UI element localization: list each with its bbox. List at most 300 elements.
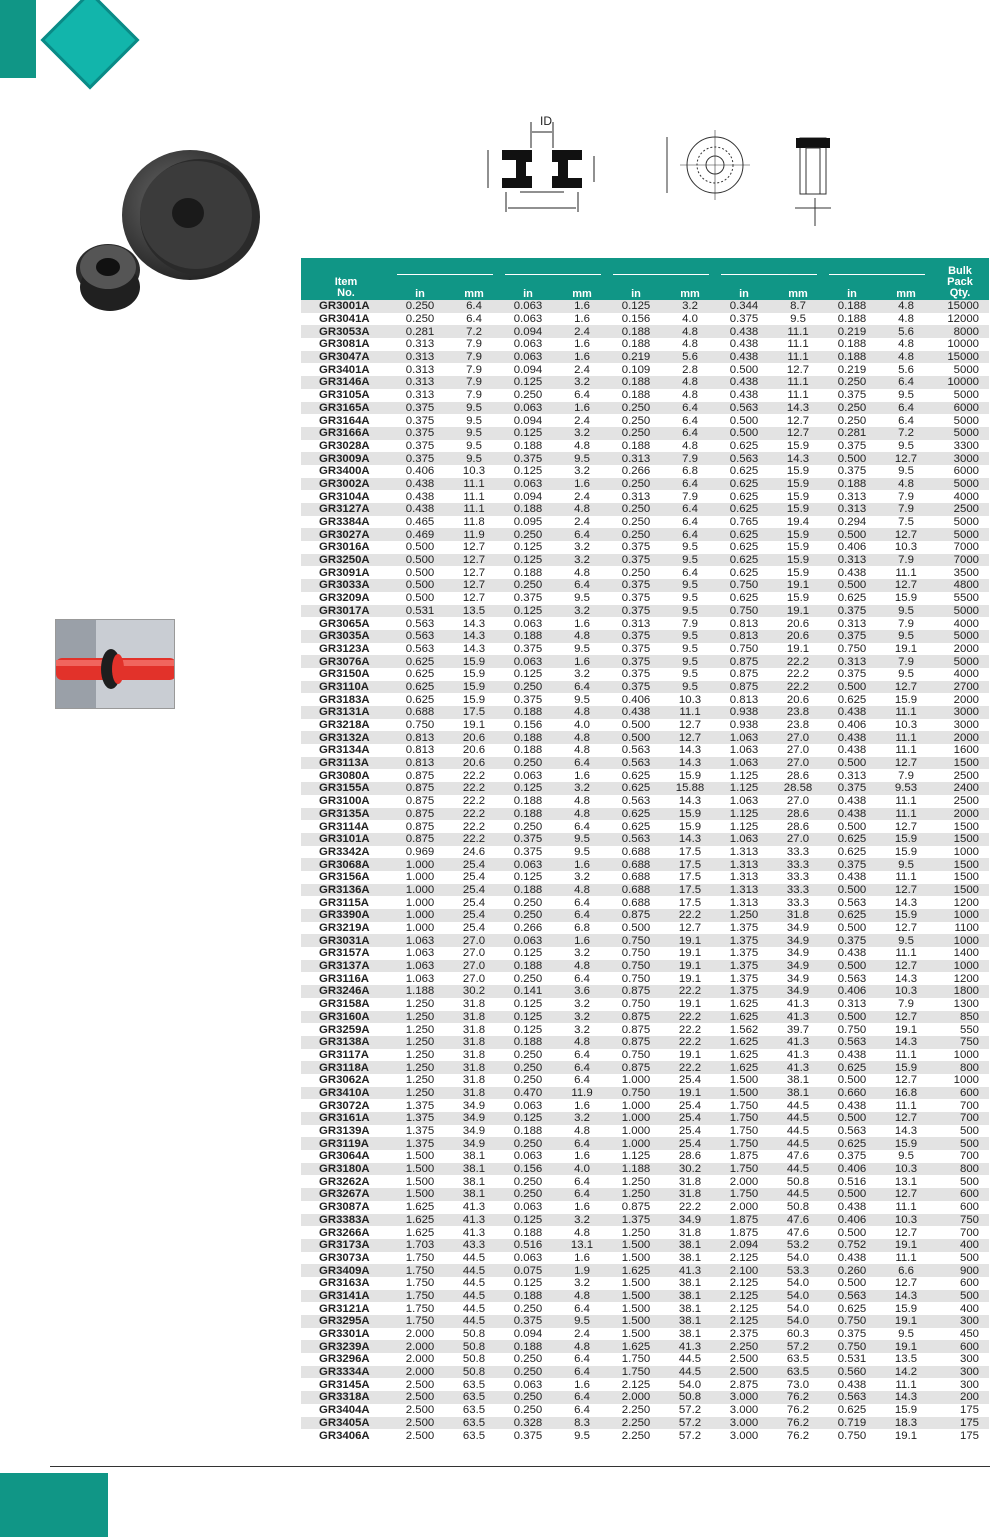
dimension-cell: 22.2 (665, 1023, 715, 1036)
dimension-cell: 0.250 (499, 1302, 557, 1315)
dimension-cell: 0.438 (823, 1252, 881, 1265)
dimension-cell: 54.0 (773, 1315, 823, 1328)
dimension-cell: 0.500 (823, 579, 881, 592)
table-row (301, 414, 989, 427)
dimension-cell: 2.125 (715, 1302, 773, 1315)
dimension-cell: 34.9 (665, 1214, 715, 1227)
item-number-cell: GR3406A (301, 1429, 391, 1442)
dimension-cell: 4.8 (881, 300, 931, 313)
dimension-cell: 12.7 (881, 1112, 931, 1125)
dimension-cell: 9.5 (881, 934, 931, 947)
dimension-cell: 1.6 (557, 617, 607, 630)
table-row (301, 769, 989, 782)
dimension-cell: 0.875 (391, 769, 449, 782)
dimension-cell: 27.0 (449, 960, 499, 973)
dimension-cell: 25.4 (665, 1125, 715, 1138)
dimension-cell: 0.313 (607, 490, 665, 503)
dimension-cell: 1.250 (391, 1074, 449, 1087)
dimension-cell: 0.294 (823, 516, 881, 529)
dimension-cell: 25.4 (449, 922, 499, 935)
dimension-cell: 4.8 (557, 808, 607, 821)
dimension-cell: 3.2 (557, 871, 607, 884)
dimension-cell: 10.3 (665, 693, 715, 706)
dimension-cell: 23.8 (773, 719, 823, 732)
table-row (301, 389, 989, 402)
dimension-cell: 1.063 (391, 972, 449, 985)
item-number-cell: GR3250A (301, 554, 391, 567)
dimension-cell: 38.1 (449, 1163, 499, 1176)
dimension-cell: 20.6 (449, 744, 499, 757)
dimension-cell: 0.250 (499, 972, 557, 985)
dimension-cell: 0.250 (391, 313, 449, 326)
dimension-cell: 0.560 (823, 1366, 881, 1379)
dimension-cell: 0.188 (499, 1290, 557, 1303)
dimension-cell: 50.8 (773, 1201, 823, 1214)
dimension-cell: 11.1 (881, 1252, 931, 1265)
bulk-qty-cell: 800 (931, 1163, 989, 1176)
table-row (301, 554, 989, 567)
table-row (301, 478, 989, 491)
dimension-cell: 0.500 (823, 1011, 881, 1024)
dimension-cell: 54.0 (773, 1290, 823, 1303)
dimension-cell: 54.0 (773, 1252, 823, 1265)
dimension-cell: 0.750 (823, 643, 881, 656)
dimension-cell: 25.4 (665, 1137, 715, 1150)
dimension-cell: 1.188 (391, 985, 449, 998)
dimension-cell: 41.3 (665, 1340, 715, 1353)
dimension-cell: 0.109 (607, 363, 665, 376)
item-number-cell: GR3115A (301, 896, 391, 909)
dimension-cell: 0.188 (823, 300, 881, 313)
dimension-cell: 0.125 (607, 300, 665, 313)
unit-header: in (715, 279, 773, 300)
dimension-cell: 7.2 (449, 325, 499, 338)
dimension-cell: 0.500 (715, 427, 773, 440)
dimension-cell: 2.4 (557, 516, 607, 529)
dimension-cell: 22.2 (449, 833, 499, 846)
dimension-cell: 9.5 (881, 440, 931, 453)
dimension-cell: 0.094 (499, 414, 557, 427)
dimension-cell: 1.6 (557, 338, 607, 351)
table-row (301, 1252, 989, 1265)
dimension-cell: 3.000 (715, 1391, 773, 1404)
dimension-cell: 12.7 (773, 414, 823, 427)
dimension-cell: 15.9 (773, 554, 823, 567)
dimension-cell: 0.500 (715, 363, 773, 376)
bulk-qty-cell: 450 (931, 1328, 989, 1341)
dimension-cell: 0.375 (823, 440, 881, 453)
item-number-cell: GR3384A (301, 516, 391, 529)
dimension-cell: 12.7 (881, 681, 931, 694)
bulk-qty-cell: 2000 (931, 643, 989, 656)
item-number-cell: GR3259A (301, 1023, 391, 1036)
dimension-cell: 47.6 (773, 1214, 823, 1227)
dimension-cell: 12.7 (881, 1188, 931, 1201)
dimension-cell: 0.250 (499, 896, 557, 909)
dimension-cell: 1.125 (607, 1150, 665, 1163)
table-row (301, 1366, 989, 1379)
dimension-cell: 1.875 (715, 1226, 773, 1239)
dimension-cell: 18.3 (881, 1417, 931, 1430)
dimension-cell: 19.1 (773, 579, 823, 592)
dimension-cell: 11.9 (557, 1087, 607, 1100)
dimension-cell: 34.9 (449, 1125, 499, 1138)
table-row (301, 490, 989, 503)
dimension-cell: 1.750 (715, 1163, 773, 1176)
table-row (301, 1315, 989, 1328)
dimension-cell: 9.5 (665, 655, 715, 668)
item-number-cell: GR3301A (301, 1328, 391, 1341)
dimension-cell: 0.500 (823, 922, 881, 935)
bulk-qty-cell: 300 (931, 1366, 989, 1379)
dimension-cell: 54.0 (773, 1277, 823, 1290)
dimension-cell: 15.9 (449, 693, 499, 706)
bulk-qty-cell: 1200 (931, 972, 989, 985)
dimension-cell: 1.500 (607, 1239, 665, 1252)
dimension-cell: 0.063 (499, 478, 557, 491)
dimension-cell: 12.7 (881, 820, 931, 833)
item-number-cell: GR3017A (301, 605, 391, 618)
item-number-cell: GR3218A (301, 719, 391, 732)
bulk-qty-cell: 400 (931, 1239, 989, 1252)
dimension-cell: 0.563 (607, 744, 665, 757)
dimension-cell: 0.313 (823, 769, 881, 782)
dimension-cell: 1.000 (607, 1074, 665, 1087)
grommet-photo (70, 145, 270, 330)
table-row (301, 655, 989, 668)
dimension-cell: 10.3 (881, 985, 931, 998)
dimension-cell: 31.8 (449, 1049, 499, 1062)
item-number-cell: GR3131A (301, 706, 391, 719)
dimension-cell: 28.58 (773, 782, 823, 795)
dimension-cell: 12.7 (665, 922, 715, 935)
dimension-cell: 2.125 (715, 1290, 773, 1303)
dimension-cell: 0.375 (391, 452, 449, 465)
dimension-cell: 0.188 (499, 630, 557, 643)
dimension-cell: 19.1 (881, 1429, 931, 1442)
dimension-cell: 0.188 (499, 440, 557, 453)
dimension-cell: 6.4 (881, 414, 931, 427)
dimension-cell: 0.750 (607, 1049, 665, 1062)
item-number-cell: GR3002A (301, 478, 391, 491)
dimension-cell: 1.250 (391, 1036, 449, 1049)
item-number-cell: GR3173A (301, 1239, 391, 1252)
dimension-cell: 2.4 (557, 1328, 607, 1341)
dimension-cell: 9.5 (665, 668, 715, 681)
bulk-qty-cell: 6000 (931, 402, 989, 415)
dimension-cell: 1.625 (715, 1036, 773, 1049)
dimension-cell: 0.188 (499, 1036, 557, 1049)
dimension-cell: 1.6 (557, 934, 607, 947)
dimension-cell: 0.500 (607, 719, 665, 732)
dimension-cell: 9.5 (557, 592, 607, 605)
dimension-cell: 0.063 (499, 351, 557, 364)
dimension-cell: 22.2 (773, 655, 823, 668)
table-row (301, 1328, 989, 1341)
dimension-cell: 0.500 (823, 528, 881, 541)
dimension-cell: 27.0 (773, 795, 823, 808)
dimension-cell: 14.3 (773, 452, 823, 465)
dimension-cell: 47.6 (773, 1150, 823, 1163)
dimension-cell: 1.250 (391, 998, 449, 1011)
dimension-cell: 31.8 (449, 1036, 499, 1049)
dimension-cell: 1.313 (715, 846, 773, 859)
dimension-cell: 5.6 (665, 351, 715, 364)
dimension-cell: 0.219 (823, 325, 881, 338)
dimension-cell: 2.100 (715, 1264, 773, 1277)
bulk-qty-cell: 5000 (931, 655, 989, 668)
dimension-cell: 38.1 (665, 1277, 715, 1290)
dimension-cell: 25.4 (665, 1099, 715, 1112)
dimension-cell: 3.000 (715, 1417, 773, 1430)
dimension-cell: 7.9 (449, 389, 499, 402)
dimension-cell: 1.625 (391, 1226, 449, 1239)
item-number-cell: GR3266A (301, 1226, 391, 1239)
dimension-cell: 0.375 (607, 643, 665, 656)
dimension-cell: 14.3 (881, 1125, 931, 1138)
dimension-cell: 43.3 (449, 1239, 499, 1252)
dimension-cell: 30.2 (449, 985, 499, 998)
dimension-cell: 0.752 (823, 1239, 881, 1252)
dimension-cell: 4.8 (557, 1125, 607, 1138)
dimension-cell: 6.4 (449, 313, 499, 326)
dimension-cell: 9.5 (665, 579, 715, 592)
dimension-cell: 6.4 (557, 972, 607, 985)
bulk-qty-cell: 2000 (931, 731, 989, 744)
dimension-cell: 2.500 (391, 1429, 449, 1442)
dimension-cell: 10.3 (449, 465, 499, 478)
dimension-cell: 9.5 (557, 452, 607, 465)
dimension-cell: 2.500 (715, 1366, 773, 1379)
dimension-cell: 1.000 (607, 1137, 665, 1150)
dimension-cell: 1.250 (607, 1188, 665, 1201)
dimension-cell: 0.250 (607, 503, 665, 516)
dimension-cell: 0.219 (823, 363, 881, 376)
dimension-cell: 34.9 (773, 960, 823, 973)
dimension-cell: 22.2 (665, 1036, 715, 1049)
dimension-cell: 0.266 (499, 922, 557, 935)
table-row (301, 1391, 989, 1404)
dimension-cell: 9.5 (665, 605, 715, 618)
item-number-cell: GR3110A (301, 681, 391, 694)
dimension-cell: 0.250 (499, 1175, 557, 1188)
dimension-cell: 12.7 (881, 452, 931, 465)
dimension-cell: 15.9 (449, 668, 499, 681)
dimension-cell: 38.1 (773, 1074, 823, 1087)
dimension-cell: 22.2 (773, 668, 823, 681)
dimension-cell: 0.125 (499, 1214, 557, 1227)
dimension-cell: 4.0 (557, 1163, 607, 1176)
dimension-cell: 15.9 (773, 503, 823, 516)
dimension-cell: 12.7 (449, 592, 499, 605)
dimension-cell: 10.3 (881, 541, 931, 554)
dimension-cell: 1.6 (557, 313, 607, 326)
dimension-cell: 57.2 (773, 1340, 823, 1353)
dimension-cell: 0.250 (607, 414, 665, 427)
dimension-cell: 27.0 (449, 947, 499, 960)
dimension-cell: 1.250 (391, 1011, 449, 1024)
bulk-qty-cell: 850 (931, 1011, 989, 1024)
dimension-cell: 41.3 (773, 998, 823, 1011)
bulk-qty-cell: 5000 (931, 414, 989, 427)
table-row (301, 338, 989, 351)
dimension-cell: 9.5 (557, 693, 607, 706)
dimension-cell: 44.5 (449, 1315, 499, 1328)
dimension-cell: 1.375 (715, 985, 773, 998)
dimension-cell: 22.2 (665, 985, 715, 998)
dimension-cell: 0.313 (391, 351, 449, 364)
dimension-cell: 12.7 (881, 1011, 931, 1024)
dimension-cell: 0.625 (391, 668, 449, 681)
dimension-cell: 39.7 (773, 1023, 823, 1036)
dimension-cell: 4.8 (557, 1226, 607, 1239)
dimension-cell: 44.5 (773, 1125, 823, 1138)
dimension-cell: 0.875 (607, 1036, 665, 1049)
table-row (301, 858, 989, 871)
dimension-cell: 31.8 (449, 1011, 499, 1024)
table-header-row (301, 258, 989, 279)
dimension-cell: 6.4 (557, 757, 607, 770)
dimension-cell: 22.2 (449, 769, 499, 782)
item-number-cell: GR3016A (301, 541, 391, 554)
dimension-cell: 15.9 (881, 1302, 931, 1315)
dimension-cell: 14.3 (881, 1391, 931, 1404)
bulk-qty-cell: 600 (931, 1087, 989, 1100)
dimension-cell: 1.250 (391, 1049, 449, 1062)
dimension-cell: 25.4 (449, 909, 499, 922)
dimension-cell: 6.4 (557, 1366, 607, 1379)
dimension-cell: 12.7 (881, 960, 931, 973)
dimension-cell: 0.625 (823, 1404, 881, 1417)
dimension-cell: 0.438 (715, 325, 773, 338)
dimension-cell: 1.750 (391, 1315, 449, 1328)
dimension-cell: 0.625 (391, 693, 449, 706)
dimension-cell: 15.9 (881, 833, 931, 846)
dimension-cell: 2.875 (715, 1378, 773, 1391)
dimension-cell: 0.625 (715, 440, 773, 453)
dimension-cell: 14.3 (449, 630, 499, 643)
table-row (301, 1226, 989, 1239)
dimension-cell: 0.250 (499, 757, 557, 770)
dimension-cell: 0.500 (391, 579, 449, 592)
dimension-cell: 1.6 (557, 402, 607, 415)
dimension-cell: 25.4 (665, 1112, 715, 1125)
bulk-qty-cell: 300 (931, 1378, 989, 1391)
dimension-cell: 0.188 (607, 389, 665, 402)
dimension-cell: 1.063 (391, 960, 449, 973)
dimension-cell: 0.125 (499, 1277, 557, 1290)
dimension-cell: 0.250 (499, 579, 557, 592)
table-row (301, 643, 989, 656)
table-row (301, 833, 989, 846)
dimension-cell: 1.000 (607, 1125, 665, 1138)
dimension-cell: 2.000 (391, 1366, 449, 1379)
dimension-cell: 4.8 (665, 325, 715, 338)
dimension-cell: 9.5 (881, 465, 931, 478)
dimension-cell: 15.9 (665, 808, 715, 821)
dimension-cell: 27.0 (773, 757, 823, 770)
bulk-qty-cell: 5000 (931, 528, 989, 541)
dimension-cell: 9.5 (881, 389, 931, 402)
dimension-cell: 7.9 (881, 998, 931, 1011)
dimension-cell: 3.000 (715, 1429, 773, 1442)
dimension-cell: 3.2 (557, 427, 607, 440)
item-number-cell: GR3072A (301, 1099, 391, 1112)
dimension-cell: 7.9 (665, 490, 715, 503)
dimension-cell: 0.375 (823, 630, 881, 643)
dimension-cell: 1.375 (715, 960, 773, 973)
dimension-cell: 6.4 (557, 389, 607, 402)
dimension-cell: 0.625 (607, 820, 665, 833)
item-number-cell: GR3104A (301, 490, 391, 503)
dimension-cell: 3.2 (557, 376, 607, 389)
unit-header: mm (881, 279, 931, 300)
dimension-cell: 9.5 (665, 554, 715, 567)
dimension-cell: 0.250 (499, 389, 557, 402)
dimension-cell: 1.625 (391, 1214, 449, 1227)
dimension-cell: 0.500 (823, 1112, 881, 1125)
dimension-cell: 1.6 (557, 478, 607, 491)
dimension-cell: 0.875 (607, 985, 665, 998)
group-header-2 (499, 258, 607, 279)
dimension-cell: 25.4 (449, 858, 499, 871)
dimension-cell: 11.1 (773, 389, 823, 402)
bulk-qty-cell: 5000 (931, 605, 989, 618)
dimension-cell: 0.688 (607, 846, 665, 859)
dimension-cell: 9.5 (449, 440, 499, 453)
dimension-cell: 6.4 (665, 516, 715, 529)
dimension-cell: 6.4 (557, 1074, 607, 1087)
dimension-cell: 6.4 (557, 579, 607, 592)
group-header-1 (391, 258, 499, 279)
dimension-cell: 1.375 (715, 922, 773, 935)
dimension-cell: 0.188 (499, 960, 557, 973)
table-row (301, 1201, 989, 1214)
table-row (301, 668, 989, 681)
bulk-qty-cell: 500 (931, 1252, 989, 1265)
dimension-cell: 76.2 (773, 1404, 823, 1417)
bulk-qty-cell: 2700 (931, 681, 989, 694)
dimension-cell: 2.500 (715, 1353, 773, 1366)
dimension-cell: 2.500 (391, 1417, 449, 1430)
table-row (301, 922, 989, 935)
item-number-cell: GR3145A (301, 1378, 391, 1391)
dimension-cell: 0.563 (823, 896, 881, 909)
dimension-cell: 31.8 (449, 1023, 499, 1036)
dimension-cell: 2.4 (557, 490, 607, 503)
dimension-cell: 6.4 (557, 1175, 607, 1188)
dimension-cell: 53.3 (773, 1264, 823, 1277)
dimension-cell: 9.5 (665, 630, 715, 643)
dimension-cell: 1.500 (607, 1302, 665, 1315)
dimension-cell: 1.625 (715, 1011, 773, 1024)
table-row (301, 440, 989, 453)
dimension-cell: 0.765 (715, 516, 773, 529)
dimension-cell: 1.750 (607, 1366, 665, 1379)
dimension-cell: 0.375 (823, 782, 881, 795)
dimension-cell: 0.188 (499, 706, 557, 719)
dimension-cell: 0.563 (607, 833, 665, 846)
dimension-cell: 1.500 (391, 1150, 449, 1163)
dimension-cell: 34.9 (449, 1099, 499, 1112)
table-row (301, 1239, 989, 1252)
dimension-cell: 12.7 (881, 528, 931, 541)
dimension-cell: 0.500 (715, 414, 773, 427)
item-number-cell: GR3113A (301, 757, 391, 770)
item-number-cell: GR3027A (301, 528, 391, 541)
dimension-cell: 0.625 (715, 566, 773, 579)
item-number-cell: GR3135A (301, 808, 391, 821)
